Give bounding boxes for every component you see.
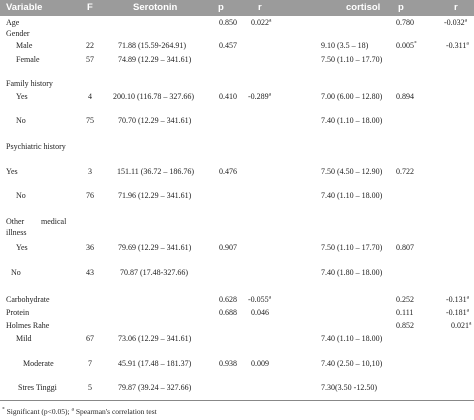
- serotonin-value: 45.91 (17.48 – 181.37): [118, 359, 192, 368]
- frequency: 75: [86, 116, 94, 125]
- row-label: Carbohydrate: [6, 295, 50, 304]
- cortisol-value: 7.00 (6.00 – 12.80): [321, 92, 383, 101]
- p-cortisol: 0.780: [396, 18, 414, 27]
- serotonin-value: 79.87 (39.24 – 327.66): [118, 383, 192, 392]
- header-cortisol: cortisol: [346, 2, 381, 13]
- frequency: 3: [88, 167, 92, 176]
- row-label: Protein: [6, 308, 30, 317]
- row-label: Yes: [16, 92, 28, 101]
- header-p-serotonin: p: [218, 2, 224, 13]
- frequency: 76: [86, 191, 94, 200]
- p-serotonin: 0.476: [219, 167, 237, 176]
- p-cortisol: 0.894: [396, 92, 414, 101]
- row-label: Age: [6, 18, 20, 27]
- cortisol-value: 7.30(3.50 -12.50): [321, 383, 377, 392]
- frequency: 5: [88, 383, 92, 392]
- row-label: Yes: [6, 167, 18, 176]
- r-serotonin: 0.046: [251, 308, 269, 317]
- header-r-serotonin: r: [258, 2, 262, 13]
- header-variable: Variable: [6, 2, 43, 13]
- r-cortisol: 0.021$^a$: [451, 320, 472, 330]
- frequency: 43: [86, 268, 94, 277]
- p-cortisol: 0.807: [396, 243, 414, 252]
- serotonin-value: 151.11 (36.72 – 186.76): [117, 167, 195, 176]
- cortisol-value: 7.50 (1.10 – 17.70): [321, 243, 383, 252]
- p-serotonin: 0.410: [219, 92, 237, 101]
- row-label: No: [16, 116, 26, 125]
- cortisol-value: 7.40 (1.10 – 18.00): [321, 191, 383, 200]
- cortisol-value: 9.10 (3.5 – 18): [321, 41, 369, 50]
- p-serotonin: 0.628: [219, 295, 237, 304]
- table-header: [0, 0, 474, 16]
- cortisol-value: 7.40 (1.10 – 18.00): [321, 116, 383, 125]
- serotonin-value: 71.88 (15.59-264.91): [118, 41, 186, 50]
- row-label: Stres Tinggi: [18, 383, 57, 392]
- table-bottom-rule: [0, 400, 474, 401]
- row-label: Female: [16, 55, 40, 64]
- serotonin-value: 79.69 (12.29 – 341.61): [118, 243, 192, 252]
- header-p-cortisol: p: [398, 2, 404, 13]
- p-cortisol: 0.005*: [396, 40, 417, 50]
- p-cortisol: 0.722: [396, 167, 414, 176]
- cortisol-value: 7.50 (4.50 – 12.90): [321, 167, 383, 176]
- r-cortisol: -0.032$^a$: [444, 17, 468, 27]
- header-serotonin: Serotonin: [133, 2, 178, 13]
- row-label: No: [11, 268, 21, 277]
- frequency: 7: [88, 359, 92, 368]
- frequency: 22: [86, 41, 94, 50]
- r-cortisol: -0.311$^a$: [446, 40, 469, 50]
- serotonin-value: 73.06 (12.29 – 341.61): [118, 334, 192, 343]
- row-group-label: Gender: [6, 29, 30, 38]
- cortisol-value: 7.40 (2.50 – 10,10): [321, 359, 383, 368]
- serotonin-value: 74.89 (12.29 – 341.61): [118, 55, 192, 64]
- p-cortisol: 0.852: [396, 321, 414, 330]
- frequency: 67: [86, 334, 94, 343]
- frequency: 57: [86, 55, 94, 64]
- row-group-label: Psychiatric history: [6, 142, 66, 151]
- table-footnote: * Significant (p<0.05); $^a$ Spearman's correlation test: [2, 406, 157, 416]
- r-serotonin: 0.009: [251, 359, 269, 368]
- cortisol-value: 7.40 (1.10 – 18.00): [321, 334, 383, 343]
- row-label: Yes: [16, 243, 28, 252]
- row-label: Moderate: [23, 359, 54, 368]
- serotonin-value: 71.96 (12.29 – 341.61): [118, 191, 192, 200]
- serotonin-value: 200.10 (116.78 – 327.66): [113, 92, 195, 101]
- row-label: Mild: [16, 334, 32, 343]
- header-f: F: [87, 2, 93, 13]
- row-label: Holmes Rahe: [6, 321, 50, 330]
- cortisol-value: 7.40 (1.80 – 18.00): [321, 268, 383, 277]
- row-label: No: [16, 191, 26, 200]
- r-serotonin: 0.022$^a$: [251, 17, 272, 27]
- p-cortisol: 0.111: [396, 308, 414, 317]
- serotonin-value: 70.87 (17.48-327.66): [120, 268, 188, 277]
- r-serotonin: -0.055$^a$: [248, 294, 272, 304]
- row-group-label: Family history: [6, 79, 53, 88]
- p-cortisol: 0.252: [396, 295, 414, 304]
- cortisol-value: 7.50 (1.10 – 17.70): [321, 55, 383, 64]
- p-serotonin: 0.907: [219, 243, 237, 252]
- header-r-cortisol: r: [454, 2, 458, 13]
- r-cortisol: -0.131$^a$: [446, 294, 470, 304]
- p-serotonin: 0.938: [219, 359, 237, 368]
- frequency: 4: [88, 92, 92, 101]
- r-serotonin: -0.289$^a$: [248, 91, 272, 101]
- r-cortisol: -0.181$^a$: [446, 307, 470, 317]
- p-serotonin: 0.850: [219, 18, 237, 27]
- serotonin-value: 70.70 (12.29 – 341.61): [118, 116, 192, 125]
- frequency: 36: [86, 243, 94, 252]
- p-serotonin: 0.688: [219, 308, 237, 317]
- p-serotonin: 0.457: [219, 41, 237, 50]
- row-label: Male: [16, 41, 33, 50]
